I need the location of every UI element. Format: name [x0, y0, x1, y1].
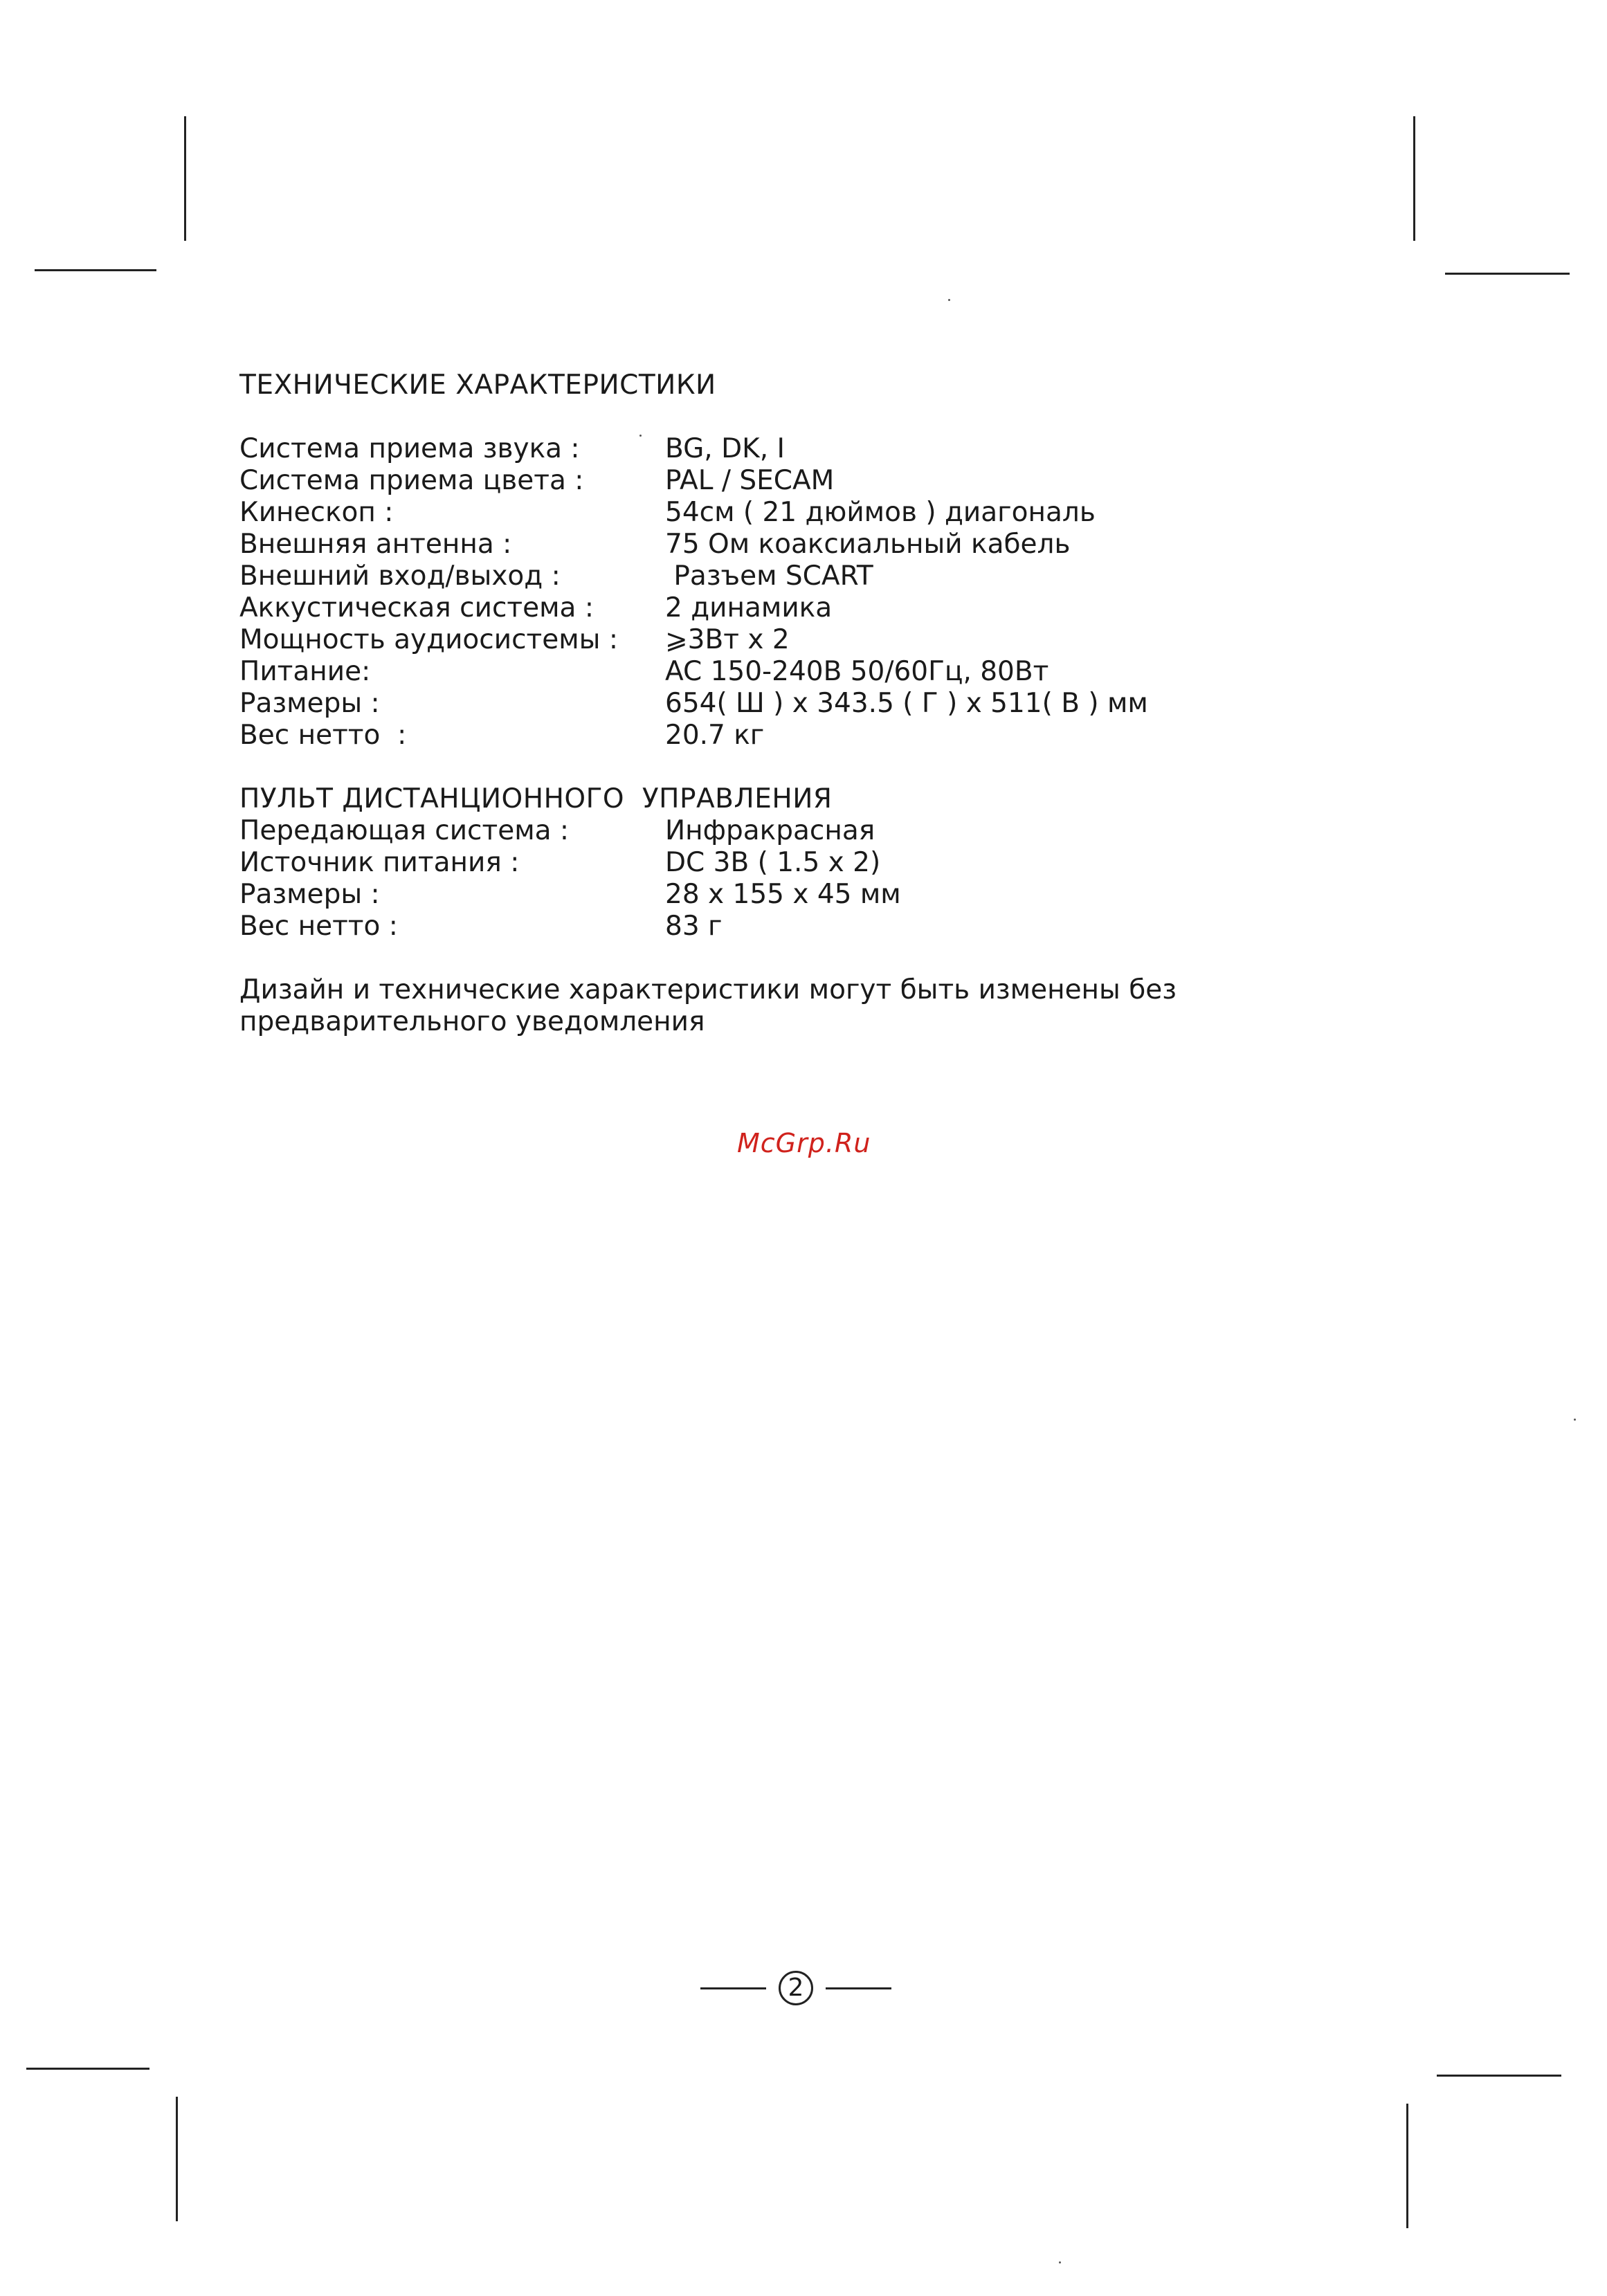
spec-label: Вес нетто : [239, 720, 407, 751]
spec-row [239, 656, 1485, 688]
spec-value: DC 3В ( 1.5 x 2) [665, 847, 881, 878]
spec-value: Разъем SCART [665, 561, 873, 592]
crop-mark-bottom-left-horizontal [26, 2068, 149, 2070]
page-number: 2 [779, 1971, 813, 2005]
spec-value: 654( Ш ) x 343.5 ( Г ) x 511( В ) мм [665, 688, 1148, 719]
spec-value: 28 x 155 x 45 мм [665, 879, 901, 910]
remote-spec-row [239, 911, 1485, 942]
remote-spec-row [239, 815, 1485, 847]
crop-mark-top-right-vertical [1413, 116, 1415, 241]
disclaimer-note: Дизайн и технические характеристики могут быть изменены без предварительного уведомления [239, 974, 1177, 1037]
spec-value: Инфракрасная [665, 815, 875, 846]
spec-row [239, 688, 1485, 720]
watermark-link[interactable]: McGrp.Ru [737, 1128, 871, 1158]
spec-row [239, 465, 1485, 497]
spec-label: Кинескоп : [239, 497, 394, 528]
spec-row [239, 561, 1485, 592]
spec-value: BG, DK, I [665, 433, 785, 464]
spec-label: Вес нетто : [239, 911, 398, 942]
spec-value: ⩾3Вт x 2 [665, 624, 790, 655]
remote-spec-row [239, 847, 1485, 879]
spec-row [239, 497, 1485, 529]
spec-row [239, 529, 1485, 561]
crop-mark-top-left-horizontal [35, 269, 156, 271]
spec-label: Питание: [239, 656, 371, 687]
spec-value: 2 динамика [665, 592, 833, 623]
section-heading-specs: ТЕХНИЧЕСКИЕ ХАРАКТЕРИСТИКИ [239, 370, 716, 401]
crop-mark-bottom-right-horizontal [1437, 2075, 1561, 2077]
crop-mark-bottom-left-vertical [176, 2097, 178, 2221]
spec-value: 75 Ом коаксиальный кабель [665, 529, 1071, 560]
spec-value: AC 150-240В 50/60Гц, 80Вт [665, 656, 1049, 687]
spec-label: Система приема цвета : [239, 465, 584, 496]
spec-label: Размеры : [239, 688, 380, 719]
spec-value: PAL / SECAM [665, 465, 835, 496]
crop-mark-top-right-horizontal [1445, 273, 1570, 275]
spec-row [239, 433, 1485, 465]
spec-value: 54см ( 21 дюймов ) диагональ [665, 497, 1096, 528]
spec-label: Источник питания : [239, 847, 520, 878]
spec-label: Внешний вход/выход : [239, 561, 561, 592]
spec-label: Аккустическая система : [239, 592, 594, 623]
speck [948, 299, 950, 301]
speck [1574, 1419, 1576, 1421]
spec-row [239, 592, 1485, 624]
document-body [239, 370, 1485, 1038]
spec-value: 20.7 кг [665, 720, 765, 751]
spec-row [239, 720, 1485, 751]
spec-label: Размеры : [239, 879, 380, 910]
spec-label: Система приема звука : [239, 433, 580, 464]
spec-label: Передающая система : [239, 815, 570, 846]
remote-spec-row [239, 879, 1485, 911]
spec-label: Внешняя антенна : [239, 529, 512, 560]
remote-specs-section [239, 783, 1485, 942]
section-heading-remote: ПУЛЬТ ДИСТАНЦИОННОГО УПРАВЛЕНИЯ [239, 783, 833, 814]
page-number-footer [685, 1964, 907, 2012]
spec-value: 83 г [665, 911, 723, 942]
crop-mark-bottom-right-vertical [1406, 2104, 1408, 2228]
crop-mark-top-left-vertical [184, 116, 186, 241]
footer-dash-left [700, 1987, 766, 1989]
footer-dash-right [826, 1987, 891, 1989]
specs-table [239, 433, 1485, 751]
speck [1059, 2261, 1061, 2263]
spec-row [239, 624, 1485, 656]
spec-label: Мощность аудиосистемы : [239, 624, 618, 655]
